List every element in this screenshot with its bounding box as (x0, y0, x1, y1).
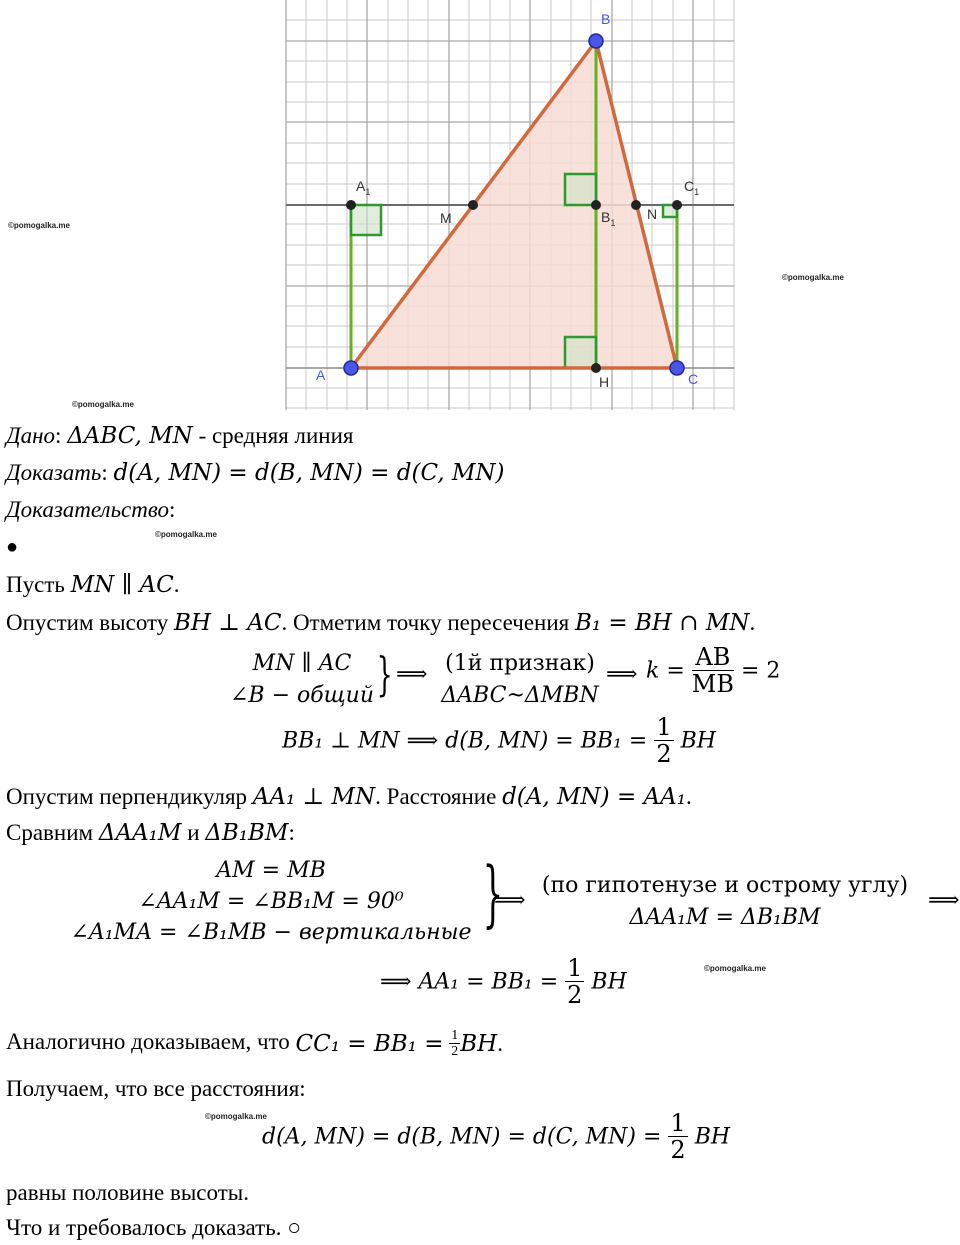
final-equation: d(A, MN) = d(B, MN) = d(C, MN) = $\frac{1}{2}$ BH (262, 1109, 731, 1165)
system2-implies2: ⟹ (928, 888, 960, 913)
system1-conditions: MN ∥ AC ∠B − общий (229, 651, 375, 708)
point-a (344, 361, 358, 375)
system2-conditions: AM = MB ∠AA₁M = ∠BB₁M = 90⁰ ∠A₁MA = ∠B₁MB − вертикальные (70, 858, 472, 945)
ratio-eq: k = $\frac{AB}{MB}$ = 2 (646, 643, 781, 699)
distance-b-eq: BB₁ ⊥ MN ⟹ d(B, MN) = BB₁ = $\frac{1}{2}$ BH (282, 713, 716, 769)
label-b: B (601, 11, 611, 27)
system2-result: (по гипотенузе и острому углу) ΔAA₁M = ΔB₁BM (541, 873, 909, 930)
system1-brace: } (376, 647, 393, 701)
para-analogous: Аналогично доказываем, что CC₁ = BB₁ = $\frac{1}{2}$ BH. (6, 1028, 503, 1060)
system2-brace: } (482, 851, 504, 935)
geometry-figure (0, 0, 960, 415)
label-n: N (647, 206, 658, 222)
given-math: ΔABC, MN (67, 423, 193, 449)
label-h: H (599, 374, 610, 390)
label-m: M (440, 210, 452, 226)
label-a: A (316, 367, 326, 383)
point-b (589, 34, 603, 48)
given-line: Дано: ΔABC, MN - средняя линия (6, 423, 354, 449)
point-c1 (672, 200, 682, 210)
watermark: ©pomogalka.me (704, 964, 766, 973)
watermark: ©pomogalka.me (155, 530, 217, 539)
watermark: ©pomogalka.me (8, 221, 70, 230)
point-b1 (591, 200, 601, 210)
label-c1: $C_1$ (684, 178, 700, 197)
system1-implies2: ⟹ (606, 662, 638, 687)
point-m (468, 200, 478, 210)
system1-implies: ⟹ (396, 662, 428, 687)
label-c: C (688, 371, 699, 387)
system1-result: (1й признак) ΔABC~ΔMBN (441, 651, 599, 708)
para-half-height: равны половине высоты. (6, 1180, 249, 1205)
para-altitude: Опустим высоту BH ⊥ AC. Отметим точку пересечения B₁ = BH ∩ MN. (6, 610, 756, 636)
system2-implies: ⟹ (494, 888, 526, 913)
para-result: Получаем, что все расстояния: (6, 1076, 306, 1101)
qed-line: Что и требовалось доказать. ○ (6, 1215, 302, 1240)
prove-math: d(A, MN) = d(B, MN) = d(C, MN) (113, 460, 505, 486)
watermark: ©pomogalka.me (205, 1112, 267, 1121)
watermark: ©pomogalka.me (72, 400, 134, 409)
point-a1 (346, 200, 356, 210)
label-a1: $A_1$ (356, 178, 371, 197)
para-compare: Сравним ΔAA₁M и ΔB₁BM: (6, 820, 295, 846)
para-perpendicular: Опустим перпендикуляр AA₁ ⊥ MN. Расстояние d(A, MN) = AA₁. (6, 784, 692, 810)
point-n (631, 200, 641, 210)
point-h (591, 363, 601, 373)
prove-line: Доказать: d(A, MN) = d(B, MN) = d(C, MN) (6, 460, 505, 486)
label-b1: $B_1$ (601, 209, 616, 228)
given-label: Дано (6, 423, 56, 448)
para-parallel: Пусть MN ∥ AC. (6, 572, 180, 598)
proof-heading: Доказательство: (6, 497, 176, 522)
aa1-equals-eq: ⟹ AA₁ = BB₁ = $\frac{1}{2}$ BH (380, 954, 627, 1010)
point-c (670, 361, 684, 375)
bullet: ● (6, 536, 19, 558)
watermark: ©pomogalka.me (782, 273, 844, 282)
prove-label: Доказать (6, 460, 102, 485)
